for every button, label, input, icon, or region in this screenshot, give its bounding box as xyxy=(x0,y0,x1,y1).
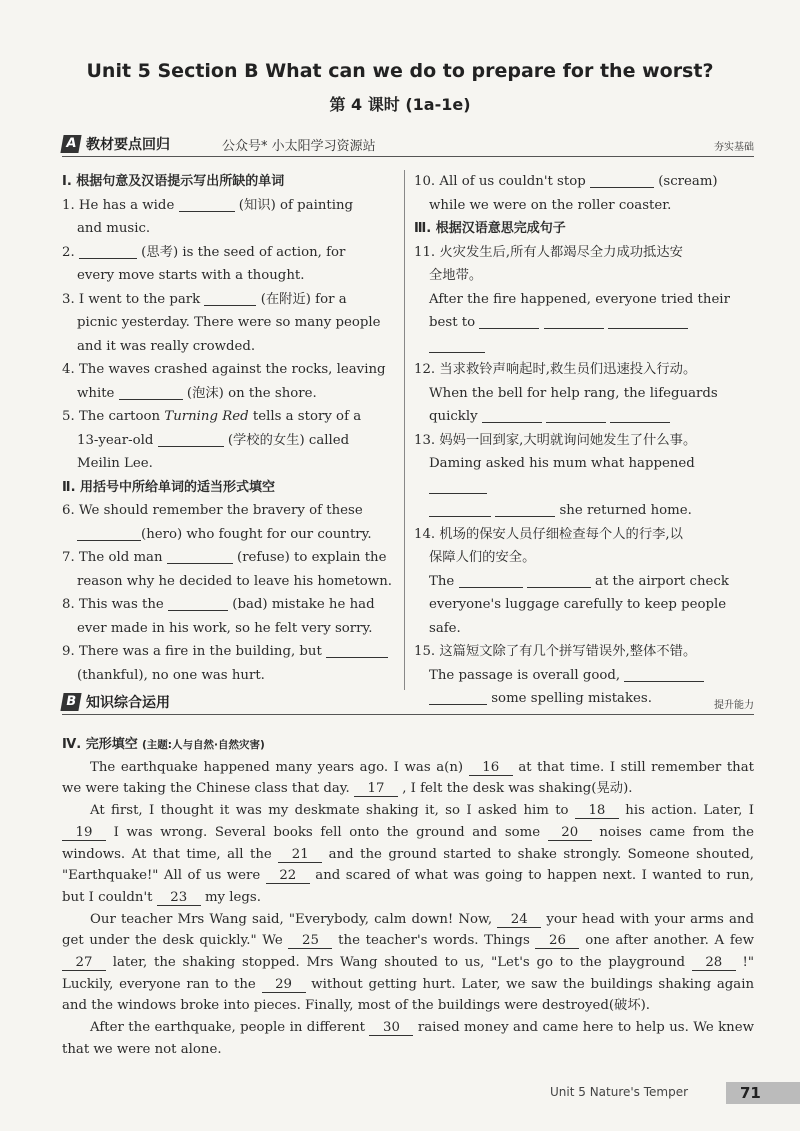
cloze-text: !" Luckily, everyone ran to the xyxy=(62,955,755,992)
q15-chinese: 15. 这篇短文除了有几个拼写错误外,整体不错。 xyxy=(414,644,697,659)
cloze-blank-19[interactable]: 19 xyxy=(62,825,106,841)
q3-blank[interactable] xyxy=(204,290,256,306)
q10-text-2: while we were on the roller coaster. xyxy=(429,197,672,213)
cloze-text: , I felt the desk was shaking(晃动). xyxy=(402,781,633,797)
cloze-blank-18[interactable]: 18 xyxy=(575,803,619,819)
cloze-text: After the earthquake, people in different xyxy=(90,1020,366,1036)
question-6 xyxy=(62,499,398,546)
question-7 xyxy=(62,546,398,593)
part-ii-heading: Ⅱ. 用括号中所给单词的适当形式填空 xyxy=(62,479,276,495)
cloze-text: the teacher's words. Things xyxy=(338,933,530,949)
q3-text-2: picnic yesterday. There were so many people xyxy=(77,315,381,330)
cloze-text: his action. Later, I xyxy=(625,803,754,819)
question-2 xyxy=(62,241,398,288)
cloze-paragraph-2 xyxy=(62,800,754,909)
question-3 xyxy=(62,288,398,359)
cloze-text: Our teacher Mrs Wang said, "Everybody, calm down! Now, xyxy=(90,911,493,927)
q14-blank-1[interactable] xyxy=(459,572,523,588)
q14-english-b: at the airport check xyxy=(595,573,729,589)
cloze-text: at that time. I still remember that we were taking the Chinese class that day. xyxy=(62,759,754,797)
q5-hint: (学校的女生) called xyxy=(227,432,350,448)
q1-text-2: and music. xyxy=(77,221,151,236)
watermark-text: 公众号* 小太阳学习资源站 xyxy=(222,139,376,154)
q13-english-2: she returned home. xyxy=(559,503,692,518)
q2-hint: (思考) is the seed of action, for xyxy=(141,244,346,260)
q12-english-2: quickly xyxy=(429,409,478,424)
question-4 xyxy=(62,358,398,405)
page-title: Unit 5 Section B What can we do to prepare for the worst? xyxy=(86,60,714,82)
cloze-blank-27[interactable]: 27 xyxy=(62,955,106,971)
q14-english-a: The xyxy=(429,573,455,589)
q15-english-2: some spelling mistakes. xyxy=(491,691,652,706)
q3-hint: (在附近) for a xyxy=(260,291,347,307)
question-10 xyxy=(414,170,754,217)
q7-text: 7. The old man xyxy=(62,550,163,565)
question-9 xyxy=(62,640,398,687)
lesson-subtitle: 第 4 课时 (1a-1e) xyxy=(329,95,471,114)
q9-text-2: (thankful), no one was hurt. xyxy=(77,667,265,683)
section-a-title: 教材要点回归 xyxy=(86,137,170,153)
q5-text-b: tells a story of a xyxy=(248,409,362,424)
cloze-blank-24[interactable]: 24 xyxy=(497,912,541,928)
q4-hint: (泡沫) on the shore. xyxy=(186,385,317,401)
cloze-blank-25[interactable]: 25 xyxy=(288,933,332,949)
q11-blank-4[interactable] xyxy=(429,337,485,353)
q5-blank[interactable] xyxy=(158,431,224,447)
cloze-blank-26[interactable]: 26 xyxy=(535,933,579,949)
q13-chinese: 13. 妈妈一回到家,大明就询问她发生了什么事。 xyxy=(414,432,697,448)
cloze-blank-21[interactable]: 21 xyxy=(278,847,322,863)
q14-english-2: everyone's luggage carefully to keep people xyxy=(429,597,727,612)
cloze-passage xyxy=(62,734,754,1061)
q14-chinese-2: 保障人们的安全。 xyxy=(429,550,536,565)
q13-blank-1[interactable] xyxy=(429,478,487,494)
part-iii-heading: Ⅲ. 根据汉语意思完成句子 xyxy=(414,221,566,236)
cloze-text: noises came from the windows. At that time, all the xyxy=(62,824,755,862)
q14-blank-2[interactable] xyxy=(527,572,591,588)
cloze-text: and the ground started to shake strongly. Someone shouted, "Earthquake!" All of us were xyxy=(62,846,755,884)
q7-hint: (refuse) to explain the xyxy=(237,550,387,565)
section-b-tag: B xyxy=(60,693,81,711)
q6-text: 6. We should remember the bravery of these xyxy=(62,503,363,518)
cloze-text: your head with your arms and get under the desk quickly." We xyxy=(62,911,754,949)
cloze-paragraph-1 xyxy=(62,757,754,800)
part-iv-title: Ⅳ. 完形填空 xyxy=(62,737,138,752)
question-12 xyxy=(414,358,754,429)
q5-text-3: Meilin Lee. xyxy=(77,456,153,471)
q15-english: The passage is overall good, xyxy=(429,667,621,683)
q9-text: 9. There was a fire in the building, but xyxy=(62,644,322,659)
q7-blank[interactable] xyxy=(167,548,233,564)
q6-hint: (hero) who fought for our country. xyxy=(141,526,372,542)
cloze-text: At first, I thought it was my deskmate shaking it, so I asked him to xyxy=(90,803,569,819)
q2-text-2: every move starts with a thought. xyxy=(77,268,305,283)
cloze-paragraph-3 xyxy=(62,909,754,1018)
q12-blank-2[interactable] xyxy=(546,407,606,423)
q14-english-3: safe. xyxy=(429,620,461,636)
cloze-blank-28[interactable]: 28 xyxy=(692,955,736,971)
question-5 xyxy=(62,405,398,476)
q4-text-2: white xyxy=(77,385,115,401)
q1-text: 1. He has a wide xyxy=(62,197,175,213)
question-13 xyxy=(414,429,754,523)
footer-unit: Unit 5 Nature's Temper xyxy=(550,1085,689,1099)
q11-english: After the fire happened, everyone tried their xyxy=(429,291,730,307)
q12-blank-3[interactable] xyxy=(610,407,670,423)
part-iv-heading xyxy=(62,734,754,757)
q5-text-2: 13-year-old xyxy=(77,432,154,448)
section-a-label: 夯实基础 xyxy=(714,142,754,153)
part-iv-theme: (主题:人与自然·自然灾害) xyxy=(141,739,265,751)
cloze-blank-29[interactable]: 29 xyxy=(262,977,306,993)
page-number: 71 xyxy=(726,1082,800,1104)
q8-hint: (bad) mistake he had xyxy=(232,597,375,612)
q1-blank[interactable] xyxy=(179,196,235,212)
q13-english: Daming asked his mum what happened xyxy=(429,456,695,471)
q3-text-3: and it was really crowded. xyxy=(77,338,256,354)
q11-blank-1[interactable] xyxy=(479,313,539,329)
q5-title: Turning Red xyxy=(164,409,249,424)
q11-blank-2[interactable] xyxy=(544,313,604,329)
q12-english: When the bell for help rang, the lifeguards xyxy=(429,385,718,401)
q6-blank[interactable] xyxy=(77,525,141,541)
section-b-header xyxy=(62,692,754,715)
section-b-label: 提升能力 xyxy=(714,700,754,711)
page-footer xyxy=(546,1082,800,1104)
right-column xyxy=(414,170,754,711)
q9-blank[interactable] xyxy=(326,642,388,658)
question-1 xyxy=(62,194,398,241)
cloze-blank-17[interactable]: 17 xyxy=(354,781,398,797)
q11-chinese-2: 全地带。 xyxy=(429,268,483,283)
section-a-header xyxy=(62,134,754,157)
cloze-text: raised money and came here to help us. We knew that we were not alone. xyxy=(62,1020,754,1057)
q13-blank-3[interactable] xyxy=(495,501,555,517)
q4-blank[interactable] xyxy=(119,384,183,400)
question-8 xyxy=(62,593,398,640)
q8-blank[interactable] xyxy=(168,595,228,611)
cloze-text: I was wrong. Several books fell onto the ground and some xyxy=(113,824,541,840)
q5-text: 5. The cartoon xyxy=(62,409,165,424)
q8-text: 8. This was the xyxy=(62,597,164,612)
q12-chinese: 12. 当求救铃声响起时,救生员们迅速投入行动。 xyxy=(414,362,697,377)
column-divider xyxy=(404,170,405,690)
q13-blank-2[interactable] xyxy=(429,501,491,517)
cloze-blank-30[interactable]: 30 xyxy=(369,1020,413,1036)
q11-english-2: best to xyxy=(429,315,476,330)
q7-text-2: reason why he decided to leave his hometown. xyxy=(77,573,392,589)
cloze-blank-20[interactable]: 20 xyxy=(548,825,592,841)
q15-blank-1[interactable] xyxy=(624,666,704,682)
cloze-blank-16[interactable]: 16 xyxy=(469,760,513,776)
cloze-blank-22[interactable]: 22 xyxy=(266,868,310,884)
q3-text: 3. I went to the park xyxy=(62,291,201,307)
q2-num: 2. xyxy=(62,244,75,260)
section-b-title: 知识综合运用 xyxy=(86,695,170,711)
question-14 xyxy=(414,523,754,641)
part-i-heading: Ⅰ. 根据句意及汉语提示写出所缺的单词 xyxy=(62,174,285,189)
q11-chinese: 11. 火灾发生后,所有人都竭尽全力成功抵达安 xyxy=(414,244,683,260)
question-11 xyxy=(414,241,754,359)
cloze-text: one after another. A few xyxy=(585,933,755,949)
q14-chinese: 14. 机场的保安人员仔细检查每个人的行李,以 xyxy=(414,526,683,542)
q11-blank-3[interactable] xyxy=(608,313,688,329)
cloze-text: my legs. xyxy=(204,889,261,905)
q2-blank[interactable] xyxy=(79,243,137,259)
q1-hint: (知识) of painting xyxy=(238,197,354,213)
q10-blank[interactable] xyxy=(590,172,654,188)
q4-text: 4. The waves crashed against the rocks, leaving xyxy=(62,362,386,377)
cloze-blank-23[interactable]: 23 xyxy=(157,890,201,906)
left-column xyxy=(62,170,398,687)
cloze-text: The earthquake happened many years ago. I was a(n) xyxy=(90,759,464,775)
cloze-text: later, the shaking stopped. Mrs Wang shouted to us, "Let's go to the playground xyxy=(112,955,686,971)
q8-text-2: ever made in his work, so he felt very sorry. xyxy=(77,620,373,636)
cloze-text: and scared of what was going to happen next. I wanted to run, but I couldn't xyxy=(62,868,754,905)
q10-text: 10. All of us couldn't stop xyxy=(414,174,586,189)
q10-hint: (scream) xyxy=(658,174,718,189)
cloze-text: without getting hurt. Later, we saw the buildings shaking again and the windows broke into pieces. Finally, most of the buildings were destroyed(破坏). xyxy=(62,976,755,1014)
section-a-tag: A xyxy=(60,135,81,153)
q12-blank-1[interactable] xyxy=(482,407,542,423)
cloze-paragraph-4 xyxy=(62,1017,754,1060)
